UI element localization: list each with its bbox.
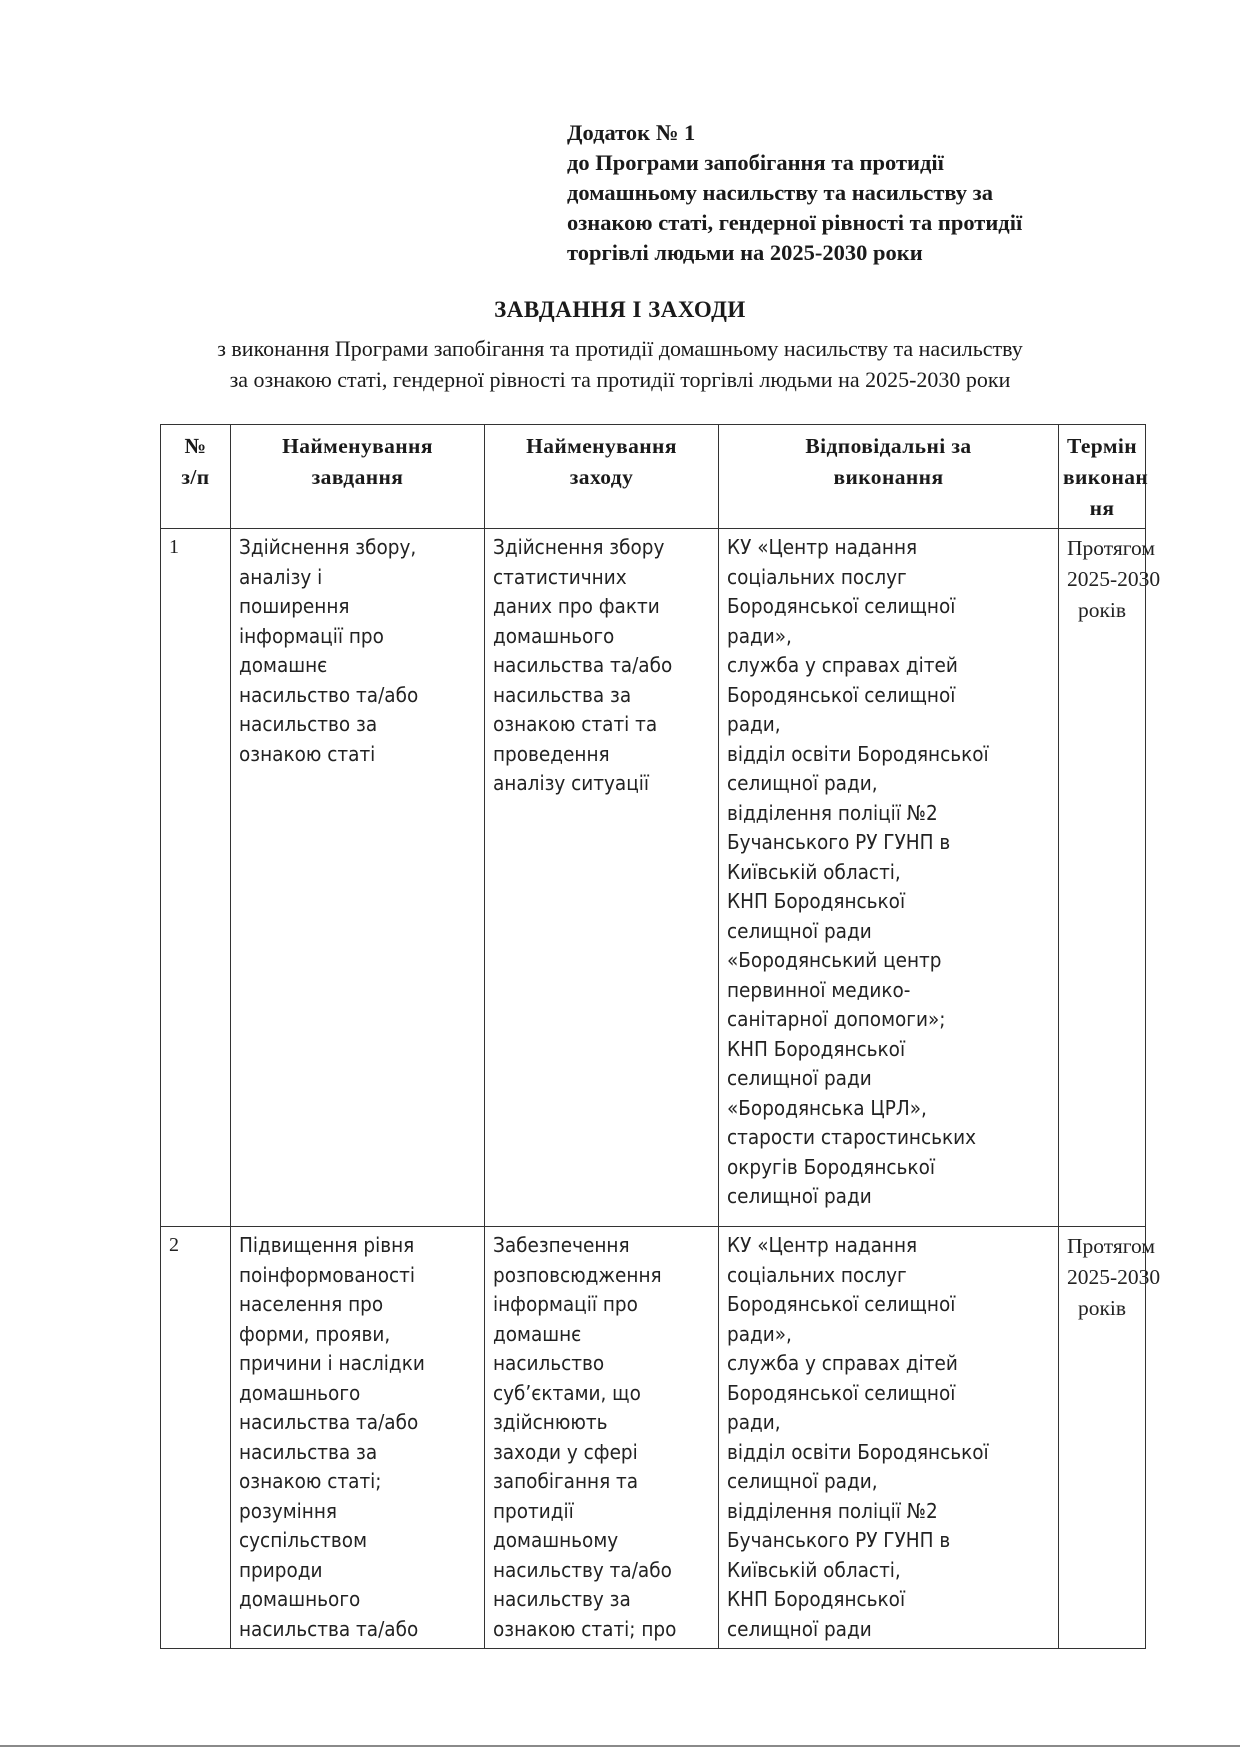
header-text: виконан	[1063, 465, 1149, 489]
tasks-table	[160, 424, 1161, 1649]
cell-line: домашнього	[239, 1587, 361, 1611]
table-row	[161, 1227, 1146, 1649]
task-cell	[231, 529, 485, 1227]
cell-line: ознакою статі та	[493, 712, 658, 736]
cell-line: відділення поліції №2	[727, 800, 938, 825]
cell-line: років	[1077, 598, 1127, 622]
cell-line: селищної ради	[727, 1184, 872, 1208]
cell-line: ознакою статі	[239, 741, 376, 766]
subtitle-line: за ознакою статі, гендерної рівності та протидії торгівлі людьми на 2025-2030 роки	[229, 367, 1011, 392]
cell-line: аналізу і	[239, 564, 323, 589]
cell-line: насильства та/або	[239, 1616, 419, 1641]
cell-line: насильство за	[239, 712, 378, 736]
cell-line: соціальних послуг	[727, 564, 907, 589]
cell-line: округів Бородянської	[727, 1154, 935, 1179]
cell-line: заходи у сфері	[493, 1439, 638, 1464]
cell-line: інформації про	[493, 1292, 638, 1316]
term-cell	[1059, 529, 1161, 1227]
cell-line: селищної ради,	[727, 1469, 878, 1493]
header-text: Відповідальні за	[805, 434, 972, 458]
cell-line: селищної ради	[727, 1616, 872, 1641]
table-row	[161, 529, 1146, 1227]
responsible-cell	[719, 529, 1059, 1227]
cell-line: насильство та/або	[239, 682, 419, 707]
cell-line: насильства за	[239, 1439, 378, 1464]
measure-cell	[485, 1227, 719, 1649]
cell-line: причини і наслідки	[239, 1351, 425, 1375]
header-term	[1059, 425, 1149, 529]
cell-line: інформації про	[239, 623, 384, 648]
cell-line: відділення поліції №2	[727, 1498, 938, 1523]
cell-line: санітарної допомоги»;	[727, 1007, 946, 1031]
header-text: Найменування	[282, 434, 433, 458]
cell-line: Здійснення збору	[493, 535, 665, 559]
cell-line: Бучанського РУ ГУНП в	[727, 830, 951, 854]
header-text: з/п	[181, 465, 210, 489]
cell-line: розповсюдження	[493, 1262, 662, 1287]
cell-line: КНП Бородянської	[727, 1036, 906, 1061]
cell-line: Підвищення рівня	[239, 1233, 415, 1257]
document-title: ЗАВДАННЯ І ЗАХОДИ	[494, 297, 746, 322]
responsible-cell	[719, 1227, 1059, 1649]
cell-line: ради»,	[727, 1321, 792, 1346]
cell-line: селищної ради,	[727, 771, 878, 795]
cell-line: насильству та/або	[493, 1557, 672, 1582]
cell-line: КУ «Центр надання	[727, 1233, 918, 1257]
row-number: 1	[161, 529, 231, 1227]
cell-line: відділ освіти Бородянської	[727, 1439, 989, 1464]
appendix-line: торгівлі людьми на 2025-2030 роки	[567, 240, 923, 265]
cell-line: ради»,	[727, 623, 792, 648]
cell-line: «Бородянська ЦРЛ»,	[727, 1095, 927, 1120]
cell-line: Здійснення збору,	[239, 535, 417, 559]
cell-line: 2025-2030	[1067, 567, 1161, 591]
cell-line: поширення	[239, 594, 350, 618]
cell-line: домашнього	[239, 1380, 361, 1405]
header-text: Термін	[1066, 434, 1138, 458]
cell-line: Київській області,	[727, 859, 901, 884]
cell-line: насильства та/або	[493, 653, 673, 677]
cell-line: даних про факти	[493, 594, 660, 618]
term-cell	[1059, 1227, 1161, 1649]
appendix-line: Додаток № 1	[567, 120, 696, 145]
cell-line: служба у справах дітей	[727, 1351, 958, 1375]
cell-line: селищної ради	[727, 918, 872, 943]
cell-line: Протягом	[1067, 1234, 1155, 1258]
header-number	[161, 425, 231, 529]
cell-line: розуміння	[239, 1498, 337, 1523]
cell-line: 2025-2030	[1067, 1265, 1161, 1289]
cell-line: суб’єктами, що	[493, 1380, 641, 1405]
row-number: 2	[161, 1227, 231, 1649]
cell-line: селищної ради	[727, 1066, 872, 1090]
cell-line: аналізу ситуації	[493, 771, 650, 795]
header-text: Найменування	[526, 434, 677, 458]
appendix-line: домашньому насильству та насильству за	[567, 180, 993, 205]
cell-line: Бородянської селищної	[727, 682, 956, 707]
cell-line: Бородянської селищної	[727, 1380, 956, 1405]
page-bottom-rule	[0, 1745, 1240, 1747]
cell-line: соціальних послуг	[727, 1262, 907, 1287]
subtitle-line: з виконання Програми запобігання та протидії домашньому насильству та насильству	[217, 336, 1023, 361]
cell-line: домашнє	[493, 1321, 582, 1346]
cell-line: ознакою статі; про	[493, 1616, 677, 1641]
cell-line: домашнє	[239, 653, 328, 677]
table-header-row	[161, 425, 1146, 529]
header-text: завдання	[311, 465, 404, 489]
cell-line: форми, прояви,	[239, 1321, 391, 1346]
cell-line: Протягом	[1067, 536, 1155, 560]
appendix-header	[567, 118, 1127, 268]
cell-line: Бородянської селищної	[727, 594, 956, 618]
cell-line: природи	[239, 1557, 323, 1582]
cell-line: старости старостинських	[727, 1125, 977, 1149]
cell-line: КНП Бородянської	[727, 1587, 906, 1611]
cell-line: КНП Бородянської	[727, 889, 906, 913]
header-responsible	[719, 425, 1059, 529]
header-text: ня	[1089, 496, 1115, 520]
cell-line: служба у справах дітей	[727, 653, 958, 677]
cell-line: суспільством	[239, 1528, 367, 1552]
cell-line: відділ освіти Бородянської	[727, 741, 989, 766]
cell-line: Забезпечення	[493, 1233, 630, 1257]
header-measure-name	[485, 425, 719, 529]
measure-cell	[485, 529, 719, 1227]
cell-line: років	[1077, 1296, 1127, 1320]
cell-line: первинної медико-	[727, 977, 911, 1002]
cell-line: ознакою статі;	[239, 1469, 382, 1493]
cell-line: насильства та/або	[239, 1410, 419, 1434]
task-cell	[231, 1227, 485, 1649]
header-task-name	[231, 425, 485, 529]
cell-line: протидії	[493, 1498, 574, 1523]
cell-line: насильство	[493, 1351, 605, 1375]
cell-line: КУ «Центр надання	[727, 535, 918, 559]
cell-line: домашньому	[493, 1528, 619, 1552]
cell-line: проведення	[493, 741, 610, 766]
appendix-line: до Програми запобігання та протидії	[567, 150, 944, 175]
cell-line: запобігання та	[493, 1469, 639, 1493]
cell-line: населення про	[239, 1292, 384, 1316]
appendix-line: ознакою статі, гендерної рівності та протидії	[567, 210, 1023, 235]
header-text: виконання	[833, 465, 944, 489]
cell-line: ради,	[727, 712, 781, 736]
cell-line: насильству за	[493, 1587, 631, 1611]
cell-line: Бучанського РУ ГУНП в	[727, 1528, 951, 1552]
cell-line: насильства за	[493, 682, 632, 707]
cell-line: поінформованості	[239, 1262, 416, 1287]
cell-line: Київській області,	[727, 1557, 901, 1582]
cell-line: статистичних	[493, 564, 627, 589]
document-subtitle	[0, 333, 1240, 395]
cell-line: «Бородянський центр	[727, 948, 942, 972]
header-text: №	[184, 434, 207, 458]
header-text: заходу	[569, 465, 634, 489]
cell-line: ради,	[727, 1410, 781, 1434]
cell-line: здійснюють	[493, 1410, 608, 1434]
cell-line: домашнього	[493, 623, 615, 648]
cell-line: Бородянської селищної	[727, 1292, 956, 1316]
